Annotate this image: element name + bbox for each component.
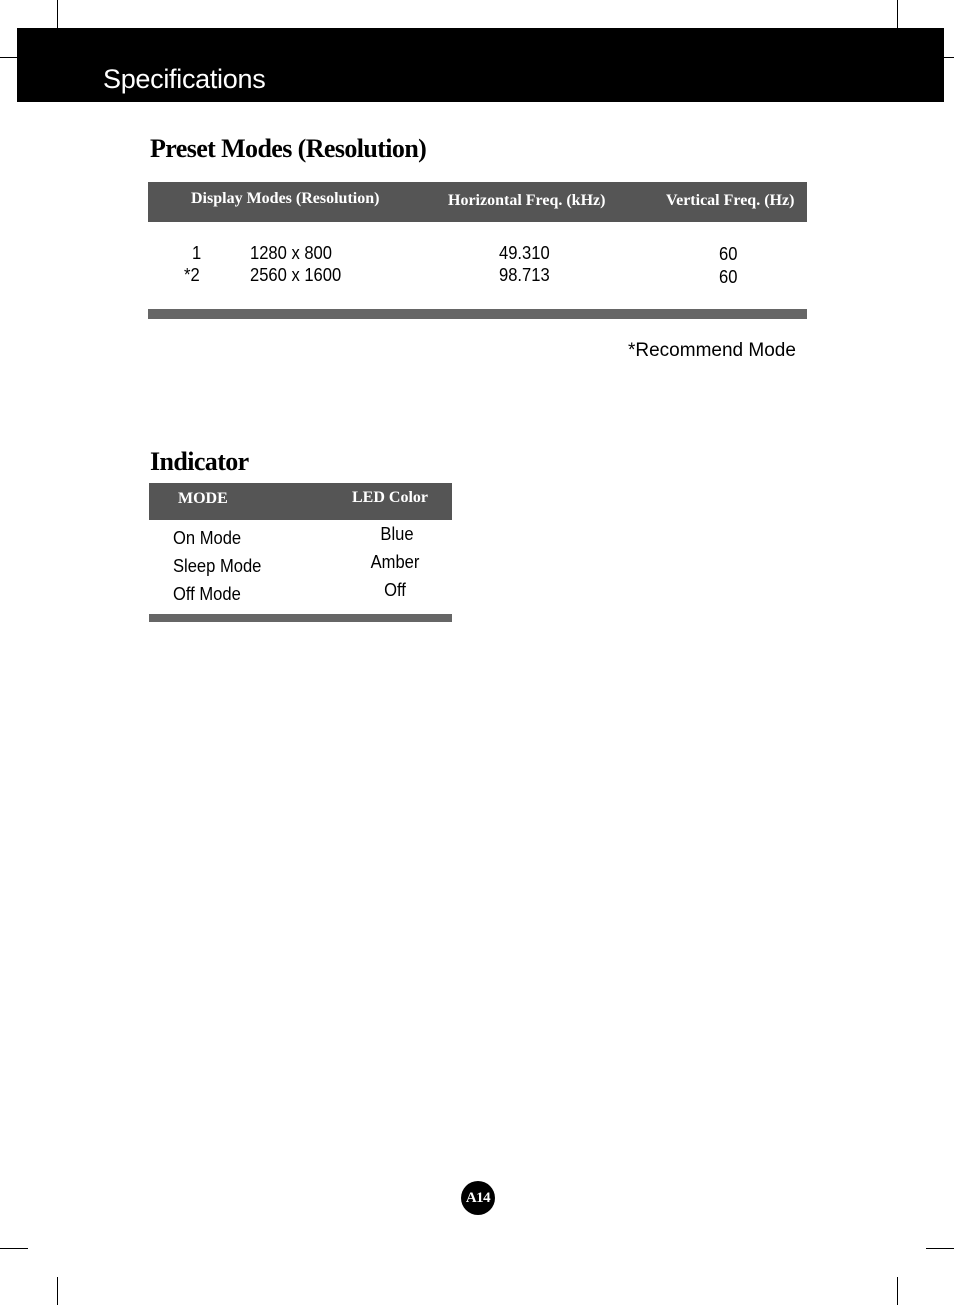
- indicator-title: Indicator: [150, 447, 249, 476]
- indicator-led-color: Off: [384, 580, 406, 600]
- column-header-horizontal-freq: Horizontal Freq. (kHz): [448, 192, 606, 209]
- mode-vertical-freq: 60: [719, 267, 738, 287]
- page-header-title: Specifications: [103, 64, 266, 94]
- page-header-bar: [17, 28, 944, 102]
- mode-index: 1: [192, 243, 202, 263]
- recommend-mode-note: *Recommend Mode: [628, 340, 796, 361]
- column-header-mode: MODE: [178, 490, 228, 507]
- mode-horizontal-freq: 49.310: [499, 243, 550, 263]
- column-header-display-modes: Display Modes (Resolution): [191, 190, 380, 207]
- mode-vertical-freq: 60: [719, 244, 738, 264]
- preset-modes-bottom-rule: [148, 309, 807, 319]
- indicator-led-color: Amber: [370, 552, 420, 572]
- preset-modes-title: Preset Modes (Resolution): [150, 134, 427, 163]
- indicator-mode: On Mode: [173, 528, 242, 548]
- crop-mark: [897, 0, 898, 28]
- crop-mark: [57, 0, 58, 28]
- indicator-mode: Off Mode: [173, 584, 241, 604]
- mode-resolution: 2560 x 1600: [250, 265, 342, 285]
- indicator-mode: Sleep Mode: [173, 556, 262, 576]
- crop-mark: [897, 1277, 898, 1305]
- indicator-led-color: Blue: [380, 524, 414, 544]
- crop-mark: [0, 1248, 28, 1249]
- crop-mark: [57, 1277, 58, 1305]
- mode-index: *2: [184, 265, 200, 285]
- mode-horizontal-freq: 98.713: [499, 265, 550, 285]
- indicator-bottom-rule: [149, 614, 452, 622]
- crop-mark: [944, 57, 954, 58]
- page-number-badge: A14: [461, 1181, 495, 1215]
- crop-mark: [0, 57, 17, 58]
- column-header-led-color: LED Color: [352, 489, 428, 506]
- crop-mark: [926, 1248, 954, 1249]
- column-header-vertical-freq: Vertical Freq. (Hz): [666, 192, 795, 209]
- mode-resolution: 1280 x 800: [250, 243, 332, 263]
